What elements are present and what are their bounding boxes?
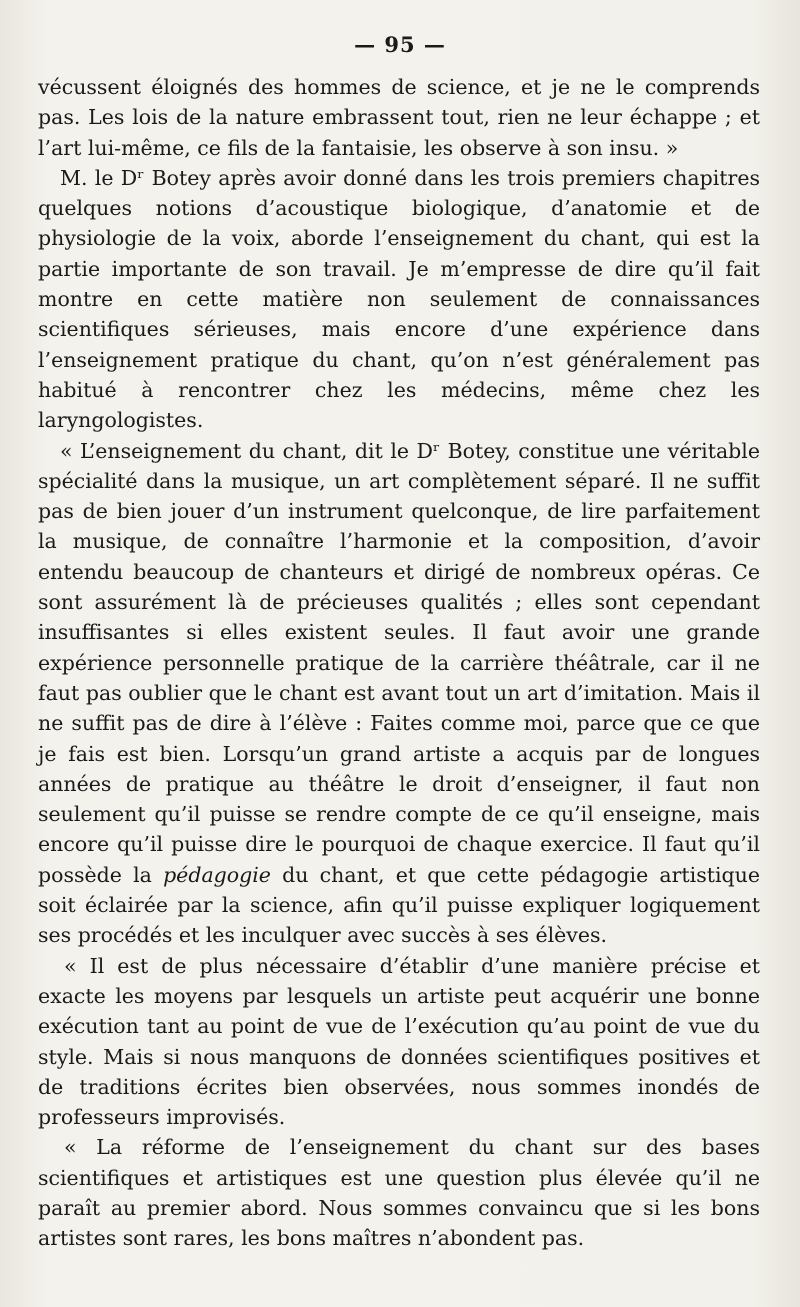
paragraph-3-end: du chant, et que cette pédagogie artistique soit éclairée par la science, afin qu’il puisse expliquer logiquement ses procédés et les inculquer avec succès à ses élèves. — [38, 862, 760, 948]
paragraph-2: M. le Dʳ Botey après avoir donné dans les trois premiers chapitres quelques notions d’acoustique biologique, d’anatomie et de physiologie de la voix, aborde l’enseignement du chant, qui est la partie importante de son travail. Je m’empresse de dire qu’il fait montre en cette matière non seulement de connaissances scientifiques sérieuses, mais encore d’une expérience dans l’enseignement pratique du chant, qu’on n’est généralement pas habitué à rencontrer chez les médecins, même chez les laryngologistes. — [38, 165, 760, 433]
italic-term: pédagogie — [163, 862, 271, 887]
page-number: — 95 — — [354, 32, 446, 57]
body-text — [38, 72, 760, 1254]
paragraph-3 — [38, 436, 760, 951]
paragraph-5: « La réforme de l’enseignement du chant sur des bases scientifiques et artistiques est une question plus élevée qu’il ne paraît au premier abord. Nous sommes convaincu que si les bons artistes sont rares, les bons maîtres n’abondent pas. — [38, 1135, 760, 1251]
paragraph-3-start: « L’enseignement du chant, dit le Dʳ Botey, constitue une véritable spécialité dans la musique, un art complètement séparé. Il ne suffit pas de bien jouer d’un instrument quelconque, de lire parfaitement la musique, de connaître l’harmonie et la composition, d’avoir entendu beaucoup de chanteurs et dirigé de nombreux opéras. Ce sont assurément là de précieuses qualités ; elles sont cependant insuffisantes si elles existent seules. Il faut avoir une grande expérience personnelle pratique de la carrière théâtrale, car il ne faut pas oublier que le chant est avant tout un art d’imitation. Mais il ne suffit pas de dire à l’élève : Faites comme moi, parce que ce que je fais est bien. Lorsqu’un grand artiste a acquis par de longues années de pratique au théâtre le droit d’enseigner, il faut non seulement qu’il puisse se rendre compte de ce qu’il enseigne, mais encore qu’il puisse dire le pourquoi de chaque exercice. Il faut qu’il possède la — [38, 438, 760, 887]
paragraph-4: « Il est de plus nécessaire d’établir d’une manière précise et exacte les moyens par lesquels un artiste peut acquérir une bonne exécution tant au point de vue de l’exécution qu’au point de vue du style. Mais si nous manquons de données scientifiques positives et de traditions écrites bien observées, nous sommes inondés de professeurs improvisés. — [38, 953, 760, 1130]
paragraph-1: vécussent éloignés des hommes de science, et je ne le comprends pas. Les lois de la nature embrassent tout, rien ne leur échappe ; et l’art lui-même, ce fils de la fantaisie, les observe à son insu. » — [38, 75, 760, 160]
